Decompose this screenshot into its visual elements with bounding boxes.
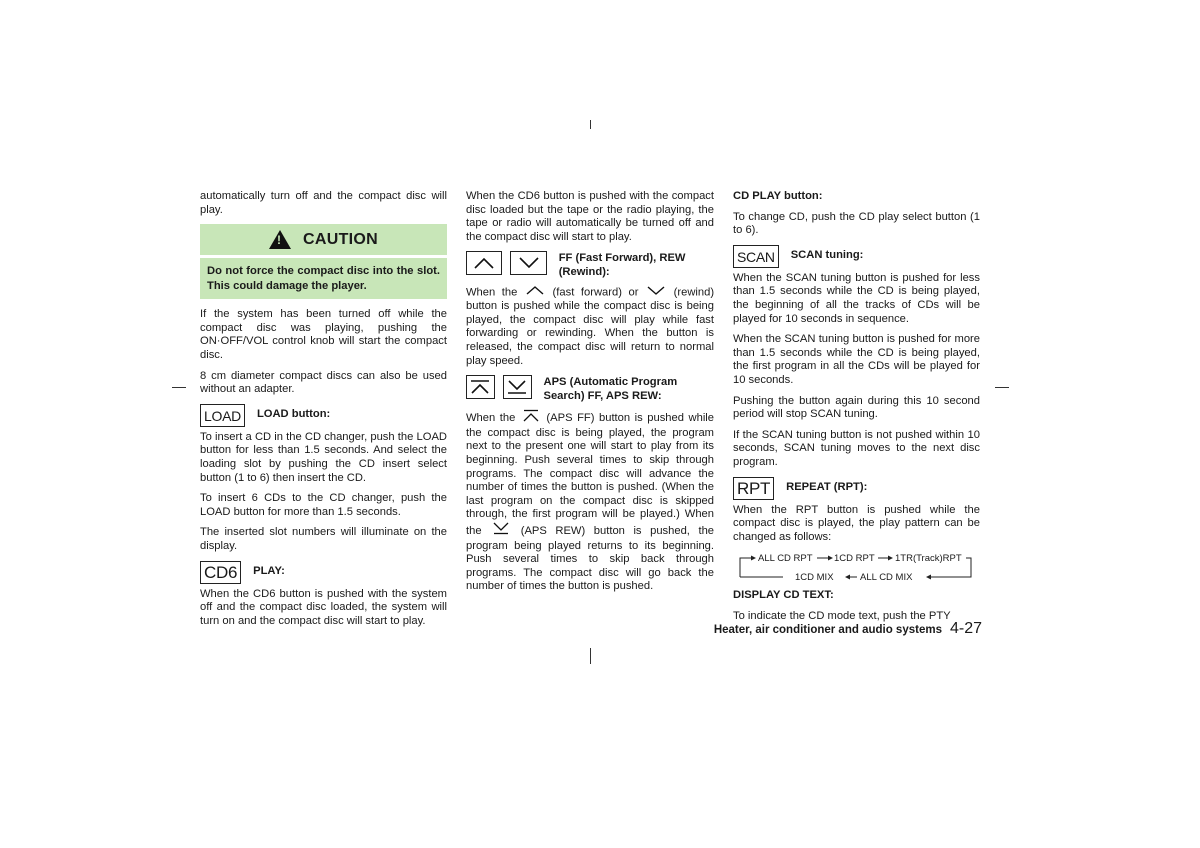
load-heading (200, 404, 447, 427)
paragraph: If the SCAN tuning button is not pushed within 10 seconds, SCAN tuning moves to the next disc program. (733, 428, 980, 468)
ff-rew-title: FF (Fast Forward), REW (Rewind): (558, 252, 686, 279)
paragraph: To insert a CD in the CD changer, push the LOAD button for less than 1.5 seconds. And select the loading slot by pushing the CD insert select button (1 to 6) then insert the CD. (200, 430, 447, 484)
caution-text: Do not force the compact disc into the slot. This could damage the player. (200, 258, 447, 299)
aps-heading (466, 375, 714, 403)
flow-step: 1CD RPT (834, 553, 875, 565)
paragraph: To insert 6 CDs to the CD changer, push the LOAD button for more than 1.5 seconds. (200, 492, 447, 518)
ff-button-icon (466, 251, 502, 275)
paragraph: automatically turn off and the compact disc will play. (200, 190, 447, 216)
paragraph: When the SCAN tuning button is pushed for less than 1.5 seconds while the CD is being played, the beginning of all the tracks of CDs will be played for 10 seconds in sequence. (733, 271, 980, 325)
play-title: PLAY: (253, 564, 285, 577)
rpt-title: REPEAT (RPT): (786, 480, 868, 493)
column-2 (466, 190, 714, 601)
scan-heading (733, 245, 980, 268)
text-run: (APS FF) button is pushed while the compact disc is being played, the program next to the present one will start to play from its beginning. Push several times to skip through programs. The compact disc will advance the number of times the button is pushed. (When the last program on the compact disc is skipped through, the first program will be played.) When the (466, 411, 715, 537)
text-run: (fast forward) or (552, 286, 639, 299)
paragraph: Pushing the button again during this 10 second period will stop SCAN tuning. (733, 394, 980, 421)
page-number: 4-27 (949, 620, 982, 637)
text-run: When the (466, 411, 516, 424)
paragraph: When the SCAN tuning button is pushed for more than 1.5 seconds while the CD is being played, the first program in all the CDs will be played for 10 seconds. (733, 333, 980, 386)
flow-step: 1CD MIX (795, 572, 834, 584)
paragraph: When the CD6 button is pushed with the system off and the compact disc loaded, the system will turn on and the compact disc will start to play. (200, 587, 447, 627)
flow-step: 1TR(Track)RPT (895, 553, 962, 565)
chevron-up-icon (524, 285, 546, 300)
ff-rew-heading (466, 251, 714, 279)
rpt-heading (733, 477, 980, 500)
aps-ff-icon (520, 409, 542, 427)
paragraph: 8 cm diameter compact discs can also be used without an adapter. (200, 369, 447, 396)
paragraph: When the RPT button is pushed while the compact disc is played, the play pattern can be changed as follows: (733, 503, 980, 543)
paragraph: The inserted slot numbers will illuminate on the display. (200, 526, 447, 552)
caution-header (200, 224, 447, 255)
crop-mark-left (172, 387, 186, 388)
paragraph (466, 285, 714, 368)
repeat-flow-diagram (733, 551, 980, 583)
column-1 (200, 190, 447, 635)
rew-button-icon (510, 251, 546, 275)
display-cd-text-title: DISPLAY CD TEXT: (733, 589, 834, 602)
crop-mark-right (995, 387, 1009, 388)
text-run: (rewind) button is pushed while the compact disc is being played, the compact disc will play while fast forwarding or rewinding. When the button is released, the compact disc will return to normal play speed. (466, 286, 715, 367)
caution-title: CAUTION (303, 230, 378, 248)
load-button-icon: LOAD (200, 404, 245, 427)
scan-title: SCAN tuning: (790, 248, 864, 261)
crop-mark-top (590, 120, 591, 129)
cd6-button-icon: CD6 (200, 561, 241, 584)
scan-button-icon: SCAN (733, 245, 779, 268)
load-title: LOAD button: (256, 407, 331, 420)
crop-mark-bottom (590, 648, 591, 664)
column-3 (733, 190, 980, 630)
paragraph: When the CD6 button is pushed with the compact disc loaded but the tape or the radio playing, the tape or radio will automatically be turned off and the compact disc will start to play. (466, 190, 714, 243)
aps-rew-button-icon (503, 375, 532, 399)
aps-rew-icon (490, 522, 512, 540)
aps-title: APS (Automatic Program Search) FF, APS REW: (543, 376, 678, 403)
paragraph (466, 409, 714, 594)
chevron-down-icon (645, 285, 667, 300)
rpt-button-icon: RPT (733, 477, 774, 500)
aps-ff-button-icon (466, 375, 495, 399)
flow-step: ALL CD RPT (758, 553, 813, 565)
text-run: When the (466, 286, 518, 299)
paragraph: To change CD, push the CD play select button (1 to 6). (733, 210, 980, 237)
play-heading (200, 561, 447, 584)
page-footer (712, 620, 982, 638)
section-title: Heater, air conditioner and audio systems (713, 624, 942, 636)
paragraph: If the system has been turned off while the compact disc was playing, pushing the ON·OFF/VOL control knob will start the compact disc. (200, 308, 447, 361)
warning-triangle-icon: ! (269, 230, 291, 249)
text-run: (APS REW) button is pushed, the program being played returns to its beginning. Push several times to skip back through programs. The compact disc will go back the number of times the button is pushed. (466, 524, 715, 593)
cd-play-title: CD PLAY button: (733, 190, 823, 202)
paragraph: To indicate the CD mode text, push the PTY (733, 609, 951, 622)
flow-step: ALL CD MIX (860, 572, 913, 584)
